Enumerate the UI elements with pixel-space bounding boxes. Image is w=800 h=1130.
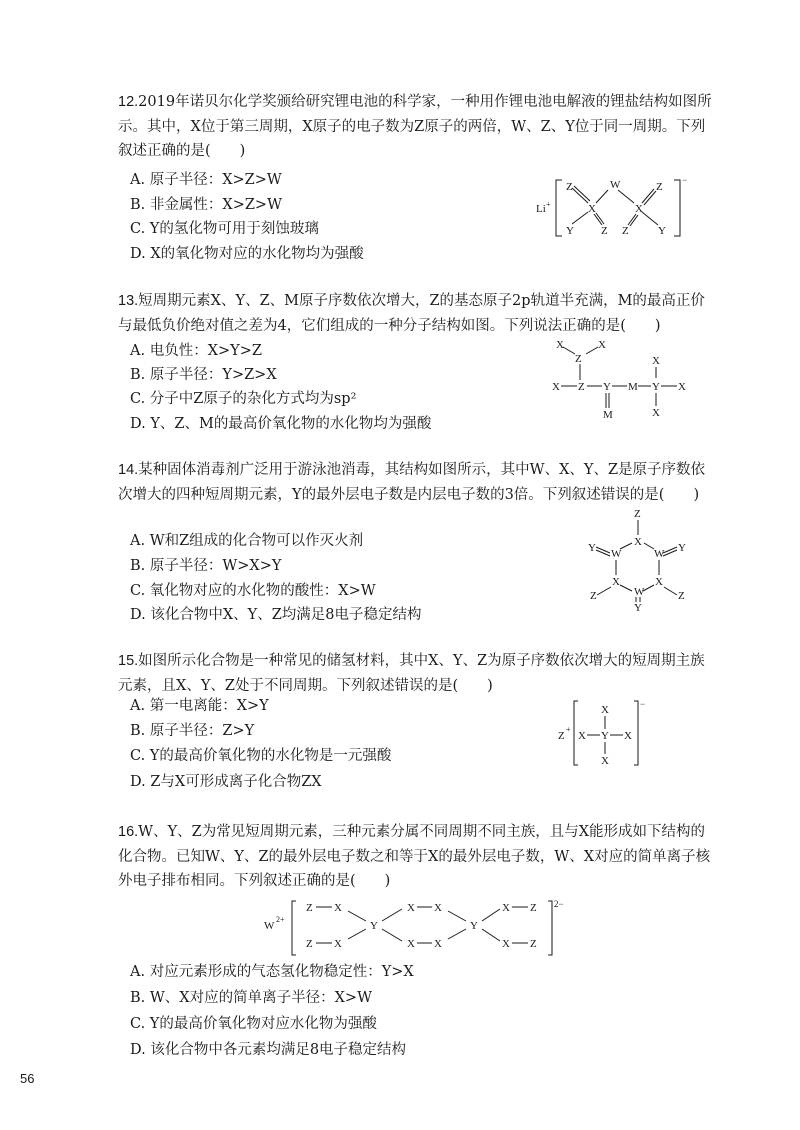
svg-text:W: W xyxy=(634,586,645,598)
q14-option-c: C. 氧化物对应的水化物的酸性：X>W xyxy=(130,583,376,599)
question-12 xyxy=(118,90,718,164)
q12-option-b: B. 非金属性：X>Z>W xyxy=(130,197,282,213)
svg-text:Y: Y xyxy=(601,730,609,742)
q12-option-a: A. 原子半径：X>Z>W xyxy=(130,172,282,188)
svg-text:X: X xyxy=(652,407,660,419)
svg-text:W: W xyxy=(611,548,622,560)
q13-option-c: C. 分子中Z原子的杂化方式均为sp² xyxy=(130,391,357,407)
svg-text:X: X xyxy=(334,938,342,950)
svg-text:Y: Y xyxy=(634,602,642,614)
question-number: 14. xyxy=(118,462,139,478)
svg-text:X: X xyxy=(624,730,632,742)
q14-structure xyxy=(582,505,692,615)
q12-option-c: C. Y的氢化物可用于刻蚀玻璃 xyxy=(130,221,319,237)
svg-text:Z: Z xyxy=(578,381,585,393)
question-number: 15. xyxy=(118,653,139,669)
q15-option-a: A. 第一电离能：X>Y xyxy=(130,698,269,714)
svg-text:Z: Z xyxy=(601,225,608,237)
svg-text:X: X xyxy=(612,576,620,588)
svg-text:X: X xyxy=(578,730,586,742)
svg-text:Z: Z xyxy=(558,730,565,742)
q13-option-b: B. 原子半径：Y>Z>X xyxy=(130,367,277,383)
question-14 xyxy=(118,458,718,507)
svg-text:X: X xyxy=(434,902,442,914)
q12-option-d: D. X的氧化物对应的水化物均为强酸 xyxy=(130,246,364,262)
svg-text:Z: Z xyxy=(590,590,597,602)
svg-text:X: X xyxy=(655,576,663,588)
question-16-stem: 16.W、Y、Z为常见短周期元素，三种元素分属不同周期不同主族，且与X能形成如下结构的化合物。已知W、Y、Z的最外层电子数之和等于X的最外层电子数，W、X对应的简单离子核外电子排布相同。下列叙述正确的是( ) xyxy=(118,824,711,889)
question-13 xyxy=(118,289,718,338)
question-13-stem: 13.短周期元素X、Y、Z、M原子序数依次增大，Z的基态原子2p轨道半充满，M的最高正价与最低负价绝对值之差为4，它们组成的一种分子结构如图。下列说法正确的是( ) xyxy=(118,293,705,334)
question-15-stem: 15.如图所示化合物是一种常见的储氢材料，其中X、Y、Z为原子序数依次增大的短周期主族元素，且X、Y、Z处于不同周期。下列叙述错误的是( ) xyxy=(118,653,705,694)
svg-text:X: X xyxy=(334,902,342,914)
q13-option-d: D. Y、Z、M的最高价氧化物的水化物均为强酸 xyxy=(130,416,432,432)
question-15 xyxy=(118,649,718,698)
svg-text:X: X xyxy=(601,755,609,767)
svg-text:Z: Z xyxy=(575,353,582,365)
q13-option-a: A. 电负性：X>Y>Z xyxy=(130,343,262,359)
svg-text:X: X xyxy=(407,902,415,914)
svg-text:Z: Z xyxy=(530,902,537,914)
svg-text:W: W xyxy=(610,179,621,191)
svg-text:Z: Z xyxy=(530,938,537,950)
question-number: 16. xyxy=(118,824,139,840)
svg-text:X: X xyxy=(434,938,442,950)
svg-text:Y: Y xyxy=(470,920,478,932)
q14-option-a: A. W和Z组成的化合物可以作灭火剂 xyxy=(130,533,364,549)
svg-text:2−: 2− xyxy=(554,899,564,909)
svg-text:−: − xyxy=(682,175,688,185)
svg-text:Y: Y xyxy=(658,225,666,237)
svg-text:Z: Z xyxy=(622,225,629,237)
q15-option-c: C. Y的最高价氧化物的水化物是一元强酸 xyxy=(130,748,392,764)
svg-text:+: + xyxy=(566,725,571,734)
svg-text:Z: Z xyxy=(656,181,663,193)
q14-option-d: D. 该化合物中X、Y、Z均满足8电子稳定结构 xyxy=(130,607,422,623)
svg-text:Y: Y xyxy=(370,920,378,932)
q13-structure xyxy=(548,336,708,422)
question-12-stem: 12.2019年诺贝尔化学奖颁给研究锂电池的科学家，一种用作锂电池电解液的锂盐结构如图所示。其中，X位于第三周期，X原子的电子数为Z原子的两倍，W、Z、Y位于同一周期。下列叙述正确的是( ) xyxy=(118,94,712,159)
svg-text:Y: Y xyxy=(588,542,596,554)
q16-option-b: B. W、X对应的简单离子半径：X>W xyxy=(130,990,372,1006)
svg-text:X: X xyxy=(635,203,643,215)
question-number: 12. xyxy=(118,94,139,110)
svg-text:X: X xyxy=(678,381,686,393)
svg-text:Z: Z xyxy=(634,508,641,520)
svg-text:Y: Y xyxy=(566,225,574,237)
svg-text:X: X xyxy=(407,938,415,950)
svg-text:X: X xyxy=(598,339,606,351)
svg-text:Y: Y xyxy=(603,381,611,393)
svg-text:X: X xyxy=(502,938,510,950)
page-number: 56 xyxy=(20,1071,35,1086)
svg-text:Z: Z xyxy=(678,590,685,602)
svg-text:W: W xyxy=(264,920,275,932)
svg-text:2+: 2+ xyxy=(276,915,285,924)
svg-text:Z: Z xyxy=(306,902,313,914)
q14-option-b: B. 原子半径：W>X>Y xyxy=(130,558,282,574)
q15-option-b: B. 原子半径：Z>Y xyxy=(130,723,255,739)
question-16 xyxy=(118,820,718,894)
q16-option-a: A. 对应元素形成的气态氢化物稳定性：Y>X xyxy=(130,964,414,980)
q16-structure xyxy=(262,897,592,959)
svg-text:−: − xyxy=(640,699,646,709)
question-14-stem: 14.某种固体消毒剂广泛用于游泳池消毒，其结构如图所示，其中W、X、Y、Z是原子序数依次增大的四种短周期元素，Y的最外层电子数是内层电子数的3倍。下列叙述错误的是( ) xyxy=(118,462,706,503)
svg-text:M: M xyxy=(628,381,638,393)
svg-text:Y: Y xyxy=(652,381,660,393)
svg-text:Z: Z xyxy=(566,181,573,193)
svg-text:+: + xyxy=(546,200,551,209)
svg-text:X: X xyxy=(502,902,510,914)
q12-structure xyxy=(534,174,694,242)
q16-option-d: D. 该化合物中各元素均满足8电子稳定结构 xyxy=(130,1042,407,1058)
atom-label: Li xyxy=(536,203,546,215)
svg-text:X: X xyxy=(652,355,660,367)
q16-option-c: C. Y的最高价氧化物对应水化物为强酸 xyxy=(130,1016,377,1032)
svg-text:X: X xyxy=(588,203,596,215)
svg-text:X: X xyxy=(601,704,609,716)
svg-text:X: X xyxy=(556,339,564,351)
svg-text:W: W xyxy=(654,548,665,560)
svg-text:X: X xyxy=(634,536,642,548)
q15-structure xyxy=(556,697,656,769)
svg-text:X: X xyxy=(552,381,560,393)
svg-text:Y: Y xyxy=(678,542,686,554)
question-number: 13. xyxy=(118,293,139,309)
q15-option-d: D. Z与X可形成离子化合物ZX xyxy=(130,774,322,790)
svg-text:M: M xyxy=(603,409,613,421)
svg-text:Z: Z xyxy=(306,938,313,950)
